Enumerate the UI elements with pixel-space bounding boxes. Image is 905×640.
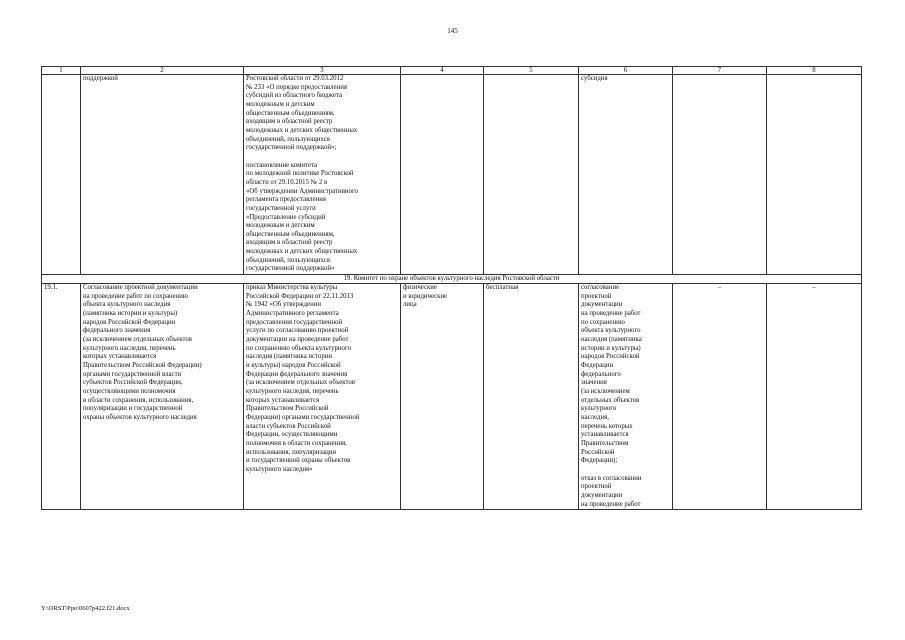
table-row [42, 284, 862, 510]
column-number: 8 [767, 67, 862, 75]
legal-basis-cell: Ростовской области от 29.03.2012 № 233 «О порядке предоставления субсидий из областного бюджета молодежным и детским общественным объединениям, входящим в областной реестр молодежных и детских общественных объединений, пользующихся государственной поддержкой»; постановление комитета по молодежной политике Ростовской области от 29.10.2015 № 2 в «Об утверждении Административного регламента предоставления государственной услуги «Предоставление субсидий молодежным и детским общественным объединениям, входящим в областной реестр молодежных и детских общественных объединений, пользующихся государственной поддержкой» [244, 75, 401, 275]
service-name-cell: поддержкой [81, 75, 244, 275]
column-number: 2 [81, 67, 244, 75]
row-number-cell [42, 75, 81, 275]
result-cell: субсидия [579, 75, 673, 275]
column-8-cell [767, 75, 862, 275]
section-heading-row [42, 275, 862, 284]
applicants-cell: физические и юридические лица [401, 284, 484, 510]
column-8-cell: – [767, 284, 862, 510]
table-row [42, 75, 862, 275]
section-title: 19. Комитет по охране объектов культурного наследия Ростовской области [42, 275, 862, 284]
result-cell: согласование проектной документации на проведение работ по сохранению объекта культурного наследия (памятника истории и культуры) народов Российской Федерации федерального значения (за исключением отдельных объектов культурного наследия, перечень которых устанавливается Правительством Российской Федерации); отказ в согласовании проектной документации на проведение работ [579, 284, 673, 510]
file-path-footer: Y:\ORST\Ppo\0607p422.f21.docx [41, 605, 130, 612]
column-number: 1 [42, 67, 81, 75]
column-number: 7 [673, 67, 767, 75]
row-number-cell: 19.1. [42, 284, 81, 510]
fee-cell [484, 75, 579, 275]
column-number: 4 [401, 67, 484, 75]
page-number: 145 [447, 27, 458, 35]
applicants-cell [401, 75, 484, 275]
column-number: 6 [579, 67, 673, 75]
fee-cell: бесплатная [484, 284, 579, 510]
service-name-cell: Согласование проектной документации на проведение работ по сохранению объекта культурного наследия (памятника истории и культуры) народов Российской Федерации федерального значения (за исключением отдельных объектов культурного наследия, перечень которых устанавливается Правительством Российской Федерации) органами государственной власти субъектов Российской Федерации, осуществляющими полномочия в области сохранения, использования, популяризации и государственной охраны объектов культурного наследия [81, 284, 244, 510]
legal-basis-cell: приказ Министерства культуры Российской Федерации от 22.11.2013 № 1942 «Об утверждении Административного регламента предоставления государственной услуги по согласованию проектной документации на проведение работ по сохранению объекта культурного наследия (памятника истории и культуры) народов Российской Федерации федерального значения (за исключением отдельных объектов культурного наследия, перечень которых устанавливается Правительством Российской Федерации) органами государственной власти субъектов Российской Федерации, осуществляющими полномочия в области сохранения, использования, популяризации и государственной охраны объектов культурного наследия» [244, 284, 401, 510]
column-7-cell [673, 75, 767, 275]
column-number: 5 [484, 67, 579, 75]
column-number-row [42, 67, 862, 75]
column-7-cell: – [673, 284, 767, 510]
column-number: 3 [244, 67, 401, 75]
services-table [41, 66, 862, 510]
